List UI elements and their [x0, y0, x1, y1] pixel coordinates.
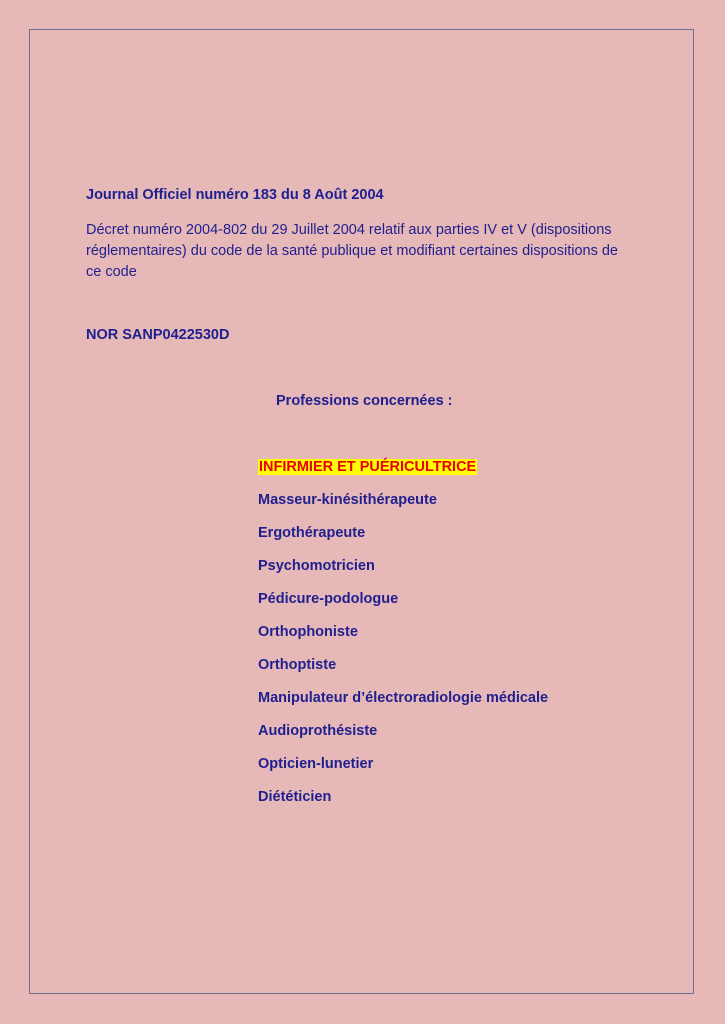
profession-item-psychomotricien: Psychomotricien	[258, 558, 375, 574]
nor-reference: NOR SANP0422530D	[86, 327, 230, 343]
profession-item-infirmier	[258, 458, 548, 491]
highlighted-profession-label: INFIRMIER ET PUÉRICULTRICE	[259, 459, 477, 475]
decree-description: Décret numéro 2004-802 du 29 Juillet 2004 relatif aux parties IV et V (dispositions réglementaires) du code de la santé publique et modifiant certaines dispositions de ce code	[86, 222, 618, 280]
professions-heading: Professions concernées :	[276, 393, 453, 409]
profession-item-orthophoniste: Orthophoniste	[258, 624, 358, 640]
profession-item-manipulateur: Manipulateur d’électroradiologie médicale	[258, 690, 549, 706]
profession-item-ergotherapeute: Ergothérapeute	[258, 525, 366, 541]
profession-item-masseur: Masseur-kinésithérapeute	[258, 492, 437, 508]
profession-item-pedicure: Pédicure-podologue	[258, 591, 399, 607]
profession-item-orthoptiste: Orthoptiste	[258, 657, 337, 673]
profession-item-dieteticien: Diététicien	[258, 789, 332, 805]
profession-item-opticien: Opticien-lunetier	[258, 756, 374, 772]
journal-title: Journal Officiel numéro 183 du 8 Août 2004	[86, 187, 384, 203]
profession-item-audioprothesiste: Audioprothésiste	[258, 723, 378, 739]
professions-list	[258, 458, 548, 821]
